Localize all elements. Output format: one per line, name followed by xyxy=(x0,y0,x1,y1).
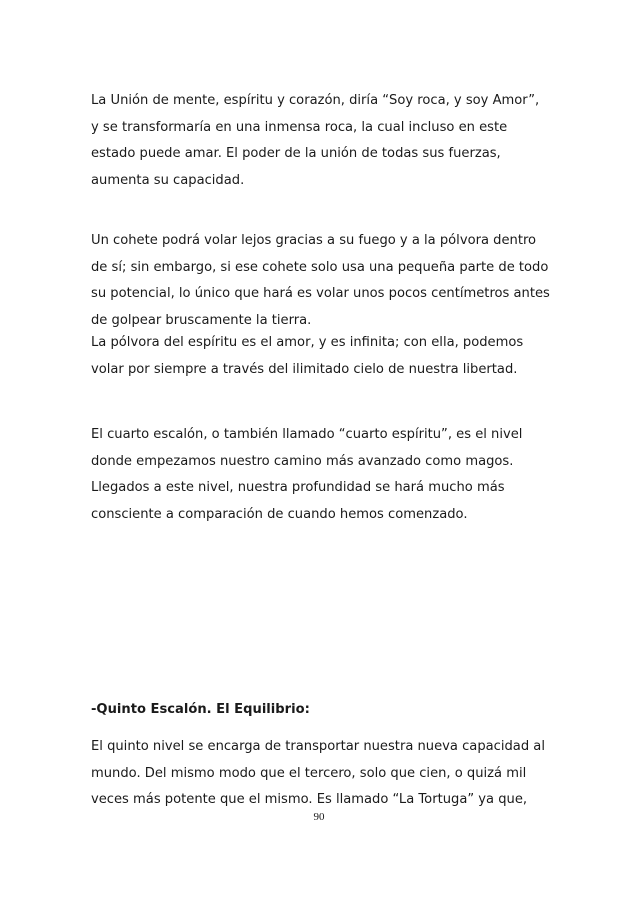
text-line: donde empezamos nuestro camino más avanzado como magos. xyxy=(91,453,514,469)
section-heading xyxy=(91,697,553,724)
paragraph-cohete xyxy=(91,228,553,334)
paragraph-quinto-nivel xyxy=(91,734,553,814)
text-line: La Unión de mente, espíritu y corazón, diría “Soy roca, y soy Amor”, xyxy=(91,93,540,108)
text-line: de golpear bruscamente la tierra. xyxy=(91,312,312,328)
text-line: y se transformaría en una inmensa roca, la cual incluso en este xyxy=(91,119,508,135)
text-line: Un cohete podrá volar lejos gracias a su fuego y a la pólvora dentro xyxy=(91,233,537,248)
text-line: su potencial, lo único que hará es volar unos pocos centímetros antes xyxy=(91,286,550,302)
text-line: volar por siempre a través del ilimitado cielo de nuestra libertad. xyxy=(91,361,518,377)
heading-text: -Quinto Escalón. El Equilibrio: xyxy=(91,702,310,717)
text-line: Llegados a este nivel, nuestra profundidad se hará mucho más xyxy=(91,480,505,496)
paragraph-cuarto-escalon xyxy=(91,422,553,528)
text-line: El cuarto escalón, o también llamado “cuarto espíritu”, es el nivel xyxy=(91,427,523,442)
text-line: mundo. Del mismo modo que el tercero, solo que cien, o quizá mil xyxy=(91,765,527,781)
paragraph-polvora xyxy=(91,330,553,383)
text-line: aumenta su capacidad. xyxy=(91,172,245,188)
text-line: de sí; sin embargo, si ese cohete solo usa una pequeña parte de todo xyxy=(91,259,549,275)
text-line: El quinto nivel se encarga de transportar nuestra nueva capacidad al xyxy=(91,739,545,754)
text-line: estado puede amar. El poder de la unión de todas sus fuerzas, xyxy=(91,146,501,162)
text-line: La pólvora del espíritu es el amor, y es infinita; con ella, podemos xyxy=(91,335,524,350)
paragraph-union xyxy=(91,88,553,194)
text-line: consciente a comparación de cuando hemos comenzado. xyxy=(91,506,468,522)
page-number: 90 xyxy=(313,811,325,823)
text-line: veces más potente que el mismo. Es llamado “La Tortuga” ya que, xyxy=(91,792,528,808)
